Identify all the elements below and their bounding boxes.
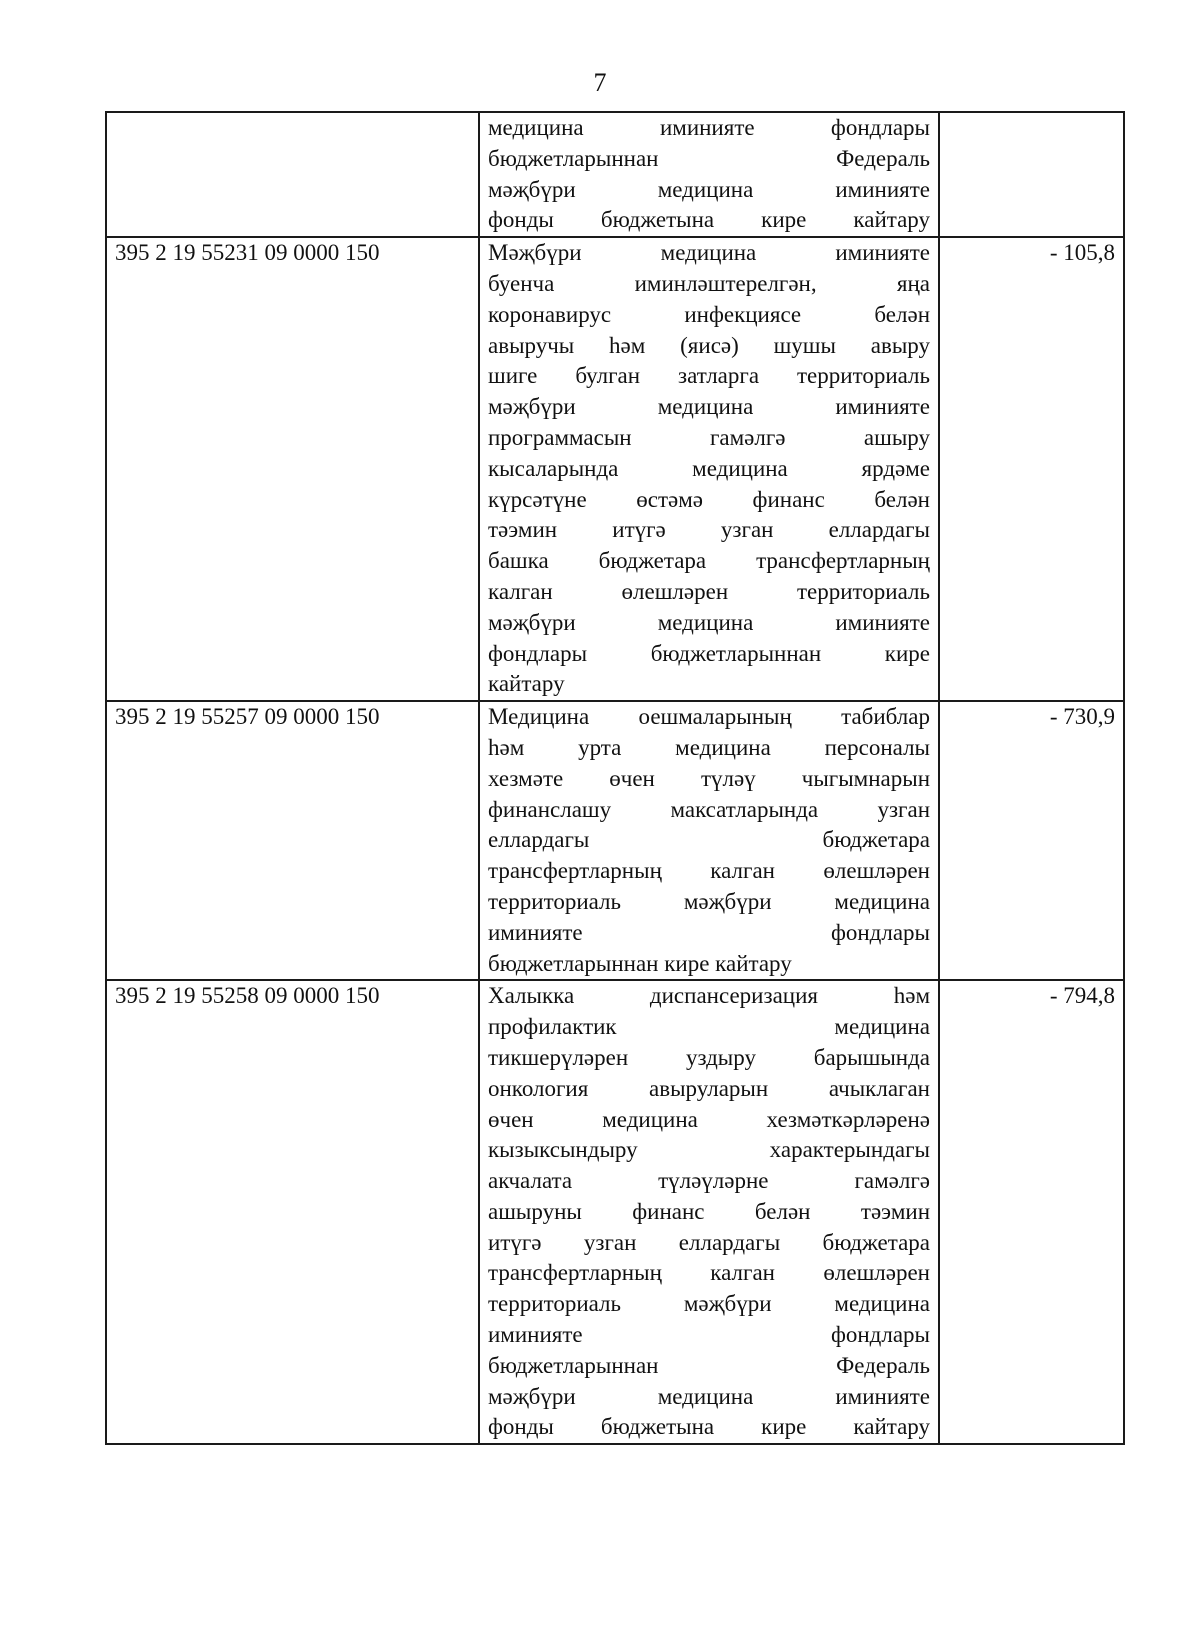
description-line: кайтару (488, 671, 565, 697)
description-line: профилактик медицина (488, 1014, 930, 1040)
budget-table (105, 111, 1125, 1445)
amount-cell: - 794,8 (939, 980, 1124, 1444)
description-line: Медицина оешмаларының табиблар (488, 704, 930, 730)
budget-code-cell: 395 2 19 55258 09 0000 150 (106, 980, 479, 1444)
table-row (106, 237, 1124, 701)
description-line: өчен медицина хезмәткәрләренә (488, 1106, 930, 1132)
description-line: Мәҗбүри медицина иминияте (488, 240, 930, 266)
description-line: мәҗбүри медицина иминияте (488, 1383, 930, 1409)
description-line: тәэмин итүгә узган еллардагы (488, 517, 930, 543)
description-cell (479, 112, 939, 237)
description-cell (479, 237, 939, 701)
description-line: итүгә узган еллардагы бюджетара (488, 1229, 930, 1255)
page-number: 7 (593, 68, 607, 97)
description-line: бюджетларыннан кире кайтару (488, 950, 792, 976)
amount-cell (939, 112, 1124, 237)
description-line: фонды бюджетына кире кайтару (488, 1414, 930, 1440)
budget-code-cell: 395 2 19 55231 09 0000 150 (106, 237, 479, 701)
description-line: территориаль мәҗбүри медицина (488, 888, 930, 914)
budget-code-cell (106, 112, 479, 237)
description-line: калган өлешләрен территориаль (488, 578, 930, 604)
description-line: буенча иминләштерелгән, яңа (488, 270, 930, 296)
description-line: тикшерүләрен уздыру барышында (488, 1044, 930, 1070)
description-cell (479, 980, 939, 1444)
description-cell (479, 701, 939, 980)
description-line: һәм урта медицина персоналы (488, 734, 930, 760)
description-line: трансфертларның калган өлешләрен (488, 858, 930, 884)
description-line: еллардагы бюджетара (488, 827, 930, 853)
amount-cell: - 105,8 (939, 237, 1124, 701)
description-line: медицина иминияте фондлары (488, 115, 930, 140)
description-line: коронавирус инфекциясе белән (488, 301, 930, 327)
description-line: мәҗбүри медицина иминияте (488, 176, 930, 202)
table-row (106, 701, 1124, 980)
description-line: фонды бюджетына кире кайтару (488, 207, 930, 233)
description-line: кысаларында медицина ярдәме (488, 455, 930, 481)
amount-cell: - 730,9 (939, 701, 1124, 980)
description-line: бюджетларыннан Федераль (488, 1352, 930, 1378)
description-line: иминияте фондлары (488, 919, 930, 945)
description-line: кызыксындыру характерындагы (488, 1137, 930, 1163)
description-line: күрсәтүне өстәмә финанс белән (488, 486, 930, 512)
description-line: фондлары бюджетларыннан кире (488, 640, 930, 666)
table-body (106, 112, 1124, 1444)
description-line: мәҗбүри медицина иминияте (488, 609, 930, 635)
description-line: мәҗбүри медицина иминияте (488, 394, 930, 420)
table-row (106, 980, 1124, 1444)
description-line: трансфертларның калган өлешләрен (488, 1260, 930, 1286)
description-line: программасын гамәлгә ашыру (488, 424, 930, 450)
description-line: онкология авыруларын ачыклаган (488, 1075, 930, 1101)
description-line: авыручы һәм (яисә) шушы авыру (488, 332, 930, 358)
description-line: акчалата түләүләрне гамәлгә (488, 1168, 930, 1194)
description-line: ашыруны финанс белән тәэмин (488, 1198, 930, 1224)
description-line: хезмәте өчен түләү чыгымнарын (488, 765, 930, 791)
description-line: шиге булган затларга территориаль (488, 363, 930, 389)
budget-code-cell: 395 2 19 55257 09 0000 150 (106, 701, 479, 980)
description-line: бюджетларыннан Федераль (488, 145, 930, 171)
description-line: финанслашу максатларында узган (488, 796, 930, 822)
description-line: башка бюджетара трансфертларның (488, 548, 930, 574)
description-line: Халыкка диспансеризация һәм (488, 983, 930, 1009)
table-row (106, 112, 1124, 237)
description-line: иминияте фондлары (488, 1322, 930, 1348)
description-line: территориаль мәҗбүри медицина (488, 1291, 930, 1317)
